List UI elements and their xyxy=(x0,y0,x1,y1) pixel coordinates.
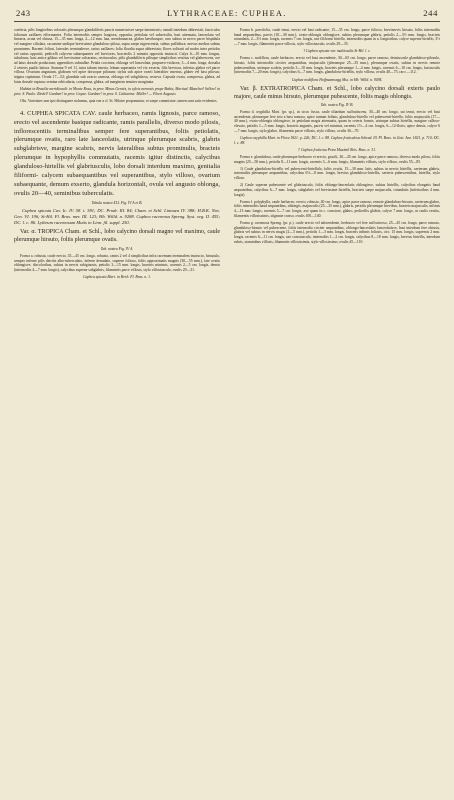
variety-description: Var. α. TROPICA Cham. et Schl., lobo calycino dorsali magno vel maximo, caule plerumque hirsuto, foliis plerumque ovatis. xyxy=(14,229,220,244)
page-number-right: 244 xyxy=(423,8,438,18)
two-column-body xyxy=(14,28,440,282)
forma-paragraph: Forma b. parvifolia, caule tenui, erecto vel basi radicante, 15—35 cm. longo, parce folioso, brevinervis hirsuto, foliis internodiis haud aequantibus, parvis (10—30 mm.), ovato-oblongis oblongisve, subtus plerumque glabris, petiolis 2—3½ mm. longis, bracteis rotundatis, 2—3½ mm. longis, racemis 7 cm. longis, axe filiformi hirtello, internodiis quam in a. longioribus, calyce superne hirtello, 3½—7 mm. longis, filamentis parce villosis, stylo villosiusculo, ovulis 29—35. xyxy=(234,28,440,47)
synonymy-paragraph: Cuphea oxyphilla Mart. in Flora 1821. p. 226; DC. l. c. 88. Cuphea fruticulosa Schrad. Ill. Pl. Bras. in Gott. Anz. 1821. p. 710; DC. l. c. 88. xyxy=(234,135,440,145)
synonym-line: † Cuphea fruticosa Prinz Maximil Reis. Bras. n. 31. xyxy=(298,147,376,152)
sub-form-paragraph: 2) Caule superne pubescente vel glabriusculo, foliis oblongo-lanceolatis oblongisve, subtus hirtellis, calycibus elongatis haud aequantibus, calycibus 6—7 mm. longis, subglabris vel brevissime hirtellis, bracteis saepe majusculis, rotundatis (inferioribus 4 mm. longis). xyxy=(234,183,440,197)
forma-paragraph: Forma g. racemosa Spreng. (pr. p.), caule erecto vel adscendente, herbaceo vel fere suffruticoso, 25—45 cm. longo, parce ramoso, glanduloso-hirsuto vel pubescente, foliis internodia circiter aequantibus, oblongo-lanceolatis lanceolatisve, basi interdum fere obtusis, glabris vel subtus in nervis magis (2—5 mm.), petiolis 1—3 mm. longis, bracteis infimis foliosis, circ. 15 mm. longis, supremis 2 mm. longis, racemis 6—11 cm. longis, axe crassiusculo, internodiis 1—2 cm. longis, calycibus 8—10 mm. longis, brevius hirtellis, interdum rubris, staminibus villosis, filamentis villosissimis, stylo villosissimo, ovulis 45—110. xyxy=(234,220,440,244)
header-rule xyxy=(14,21,440,22)
synonym-line: Cuphea spicata Mart. in Herb. Fl. Bras. n. 1. xyxy=(83,275,151,280)
forma-paragraph: Forma d. osyphilla Mart. (pr. sp.), in sicco fusca, caule tiliardum suffrutiscens, 30—40 cm. longo, sat tenui, erecto vel basi ascendente, plerumque fere toto a basi ramoso, apice tantum foliato, glanduloso-hirtello vel pubescenti-hirtello, foliis majusculis (17—40 mm.), ovato-oblongis oblongisve, in petiolum magis attenuatis, quam in ceteris formis, utrinque subtus hirtellis, margine calloso-elevato, petiolis 1—5 mm. longis, bracteis angustis, parvis vel minimis, racemis 1½—4 cm. longis, 6—12-floris, apice densis, calyce 6—7 mm. longis, stylo glabro, filamentis parce villosis, stylo villoso, ovulis 36—70. xyxy=(234,110,440,133)
page-header xyxy=(14,8,440,21)
synonym-line: † Cuphea spicata var. multicaulis St-Hil. l. c. xyxy=(303,49,371,54)
right-column xyxy=(234,28,440,282)
plate-reference: Tab. nostra Fig. IV B. xyxy=(320,102,354,107)
variety-description: Var. β. EXTRATROPICA Cham. et Schl., lobo calycino dorsali exteris paulo majore, caule minus hirsuto, plerumque pubescente, foliis magis oblongis. xyxy=(234,85,440,100)
running-title: LYTHRACEAE: CUPHEA. xyxy=(167,9,287,18)
species-description: 4. CUPHEA SPICATA CAV. caule herbaceo, ramis lignosis, parce ramoso, erecto vel ascendente basique radicante, ramis parallelis, diverso modo pilosis, inflorescentiis terminalibus semper fere superantibus, foliis petiolatis, plerumque ovatis, raro late lanceolatis, utrinque plerumque scabris, glabris subglabrisve, margine scabris, nervis lateralibus subtus prominulis, bracteis plerumque in hypophyllis commutatis, racemis igitur distinctis, calycibus glanduloso-hirtellis vel glabriusculis, lobo dorsali interdum maximo, genitalia filiformi- calycem subaequantibus vel superantibus, stylo villoso, ovarium subaequante, demum exserto, glandula horizontali, ovula vel angusto oblonga, ovulis 20—40, seminibus tuberculatis. xyxy=(14,109,220,197)
forma-paragraph: Forma e. glandulosa, caule plerumque herbaceo et erecto, gracili, 20—45 cm. longo, apice parce ramoso, diverso modo piloso, foliis magnis (25—50 mm.), petiolis 8—11 mm. longis, racemis 3—6 mm. longis, filamentis villosis, stylo villoso, ovulis 55—85. xyxy=(234,154,440,164)
forma-paragraph: Forma a. robusta, caule erecto, 35—45 cm. longo, robusto, ramis 2 vel 4 simplicibus infra racemum terminalem instructo, hirsutulo, semper inferne pilis detritis albo-tuberculato, inferne denudato, superne folioso, foliis approximatis magnis (30—55 mm.), late ovatis oblongisve, discoloribus, subtus in nervis rubiginosis, petiolis 3—15 mm. longis, bracteis minimis, racemis 2—5 cm. longis, densis (internodiis 4—7 mm. longis), calycibus superne subglabris, filamentis parce villosis, stylo villosiusculo, ovulis 29—31. xyxy=(14,253,220,272)
observation-paragraph: Obs. Varietates non ipsi distinguere nolumus, quia eae a cl. St. Hilaire proponuntur, et saepe commixtae, tamen sunt satis evidentes. xyxy=(20,98,218,103)
synonym-line: Cuphea nodiflora Hoffmannsegg Mss. in Hb. Willd. n. 9494. xyxy=(291,77,383,82)
left-column xyxy=(14,28,220,282)
plate-reference: Tab. nostra Fig. IV A. xyxy=(100,246,134,251)
synonymy-paragraph: Cuphea spicata Cav. Ic. IV. 58. t. 381; DC. Prodr. III. 84; Cham. et Schl. Linnaea IV. 388; H.B.K. Nov. Gen. VI. 196; St-Hil. Fl. Bras. mer. III. 123; Hb. Willd. n. 9288. Cuphea racemosa Spreng. Syst. veg. II. 455; DC. l. c. 86. Lythrum racemosum Mutis in Linn. fil. suppl. 250. xyxy=(14,208,220,226)
forma-paragraph: Forma c. nodiflora, caule herbaceo, erecto vel basi ascendente, 30—65 cm. longo, parce ramoso, densiuscule glanduloso-pilosulo, hirsuto, foliis internodiis circiter aequantibus, majusculis (plerumque 25—35 mm.), plerumque ovatis, subtus in nervis remote pubescentibus, utrinque scabris, petiolis 3—10 mm. longis, bracteis plerumque 1—4 mm. longis, racemis 6—10 cm. longis, laxiusculis (internodiis 7—20 mm. longis), calycibus 6—7 mm. longis, glanduloso-hirtellis, stylo villoso, ovulis 40—75, raro —112. xyxy=(234,56,440,75)
page-number-left: 243 xyxy=(16,8,31,18)
plate-reference: Tabula nostra XLI. Fig. IV A et B. xyxy=(91,201,143,206)
forma-paragraph: Forma f. polyphylla, caule herbaceo, erecto, robusto, 40 cm. longo, apice parce ramoso, remote glanduloso-hirsuto, caeterum glabro, foliis internodiis haud aequantibus, oblongis, majusculis (25—35 mm.), glabris, petiolis plerumque brevibus, bracteis majusculis, infimis 4—13 mm. longis, racemis 5—7 cm. longis, axe quam in c. crassiore, glabro, pedicellis glabris, calyce 7 mm. longo, ut caulis vestito, filamentis villosissimis, stigmate crasso, ovulis 100—140. xyxy=(234,199,440,218)
sub-form-paragraph: 1) Caule glanduloso-hirtello vel pubescenti-hirtellulo, foliis ovatis, 15—30 mm. latis, subtus in nervis hirtellis, caeterum glabris, internodiis plerumque aequantibus, calycibus 6½—8 mm. longis, brevius glanduloso-hirtellis, caeteris pubescentibus, hirtellis, stylo villoso. xyxy=(234,166,440,181)
paragraph: conferta, pilis longioribus coloratis plerumque glanduliferis paucis numerosisve saepe intermixtis; ramuli interdum abbreviati, fasciculos foliorum axillares efformantes. Folia internodiis semper longiora, opposita, petiolata vel subsessilia, basi attenuata, lanceolata vel linearia, acuta vel obtusa, 15—35 mm. longa, 2—12 mm. lata, membranacea, glabra laevibusque, raro subtus in nervo parce hispidula vel margine ciliolata, cacumine undique brevissime glanduloso-pilosa, supra saepe nigrescentia, subtus pallidiora; nervus medius subtus prominens. Racemi foliosi, laterales terminalesve, rarius axillares; folia floralia supra abbreviata; flores solitarii ad nodos inter petiolos vel rarius oppositi; pedicelli calycem subaequantes vel breviores, bracteolis 2 minutis oppositis instructi. Calyx 6—10 mm. longus, tubulosus, basi antice gibbus vel brevissime calcaratus, rectiusculus, pilis glanduliferis pilisque simplicibus vestitus vel glabrescens, ore ad latus dorsale productum; appendices subnullae. Petala coccinea, oblonga vel lanceolata, purpureo-violacea, 3—4 mm. longa, dorsalia 2 cetteris paullo latiora. Stamina 9 vel 11, intra tubum inserta, lobum superantia vel vix exserta, filis breviora, inferius glabra vel parce villosa. Ovarium angustum, glabrum vel apice dorsoque pilosum; stylus sub apice ovarii lateraliter insertus, glaber vel basi pilosus; stigma capitatum. Ovula 17—52; glandula sub ovario carnosa, oblonga vel subglobosa, recurva. Capsula ovata, compressa, glabra, ad latus dorsale ruptura; semina orbicularia, compressa, glabra, ad marginem tenuiter marginata. xyxy=(14,28,220,84)
habitat-paragraph: Habitat in Brasilia meridionali: in Monte Rosa, in prov. Minas Geraës, in sylvis arenosis prope Bahia, Martius! Blanchet! Sellow! in prov. S. Paulo: Riedel! Gardner! in prov. Goyaz: Gardner! in prov. S. Catharina: Müller! — Floret Augusto. xyxy=(14,86,220,96)
